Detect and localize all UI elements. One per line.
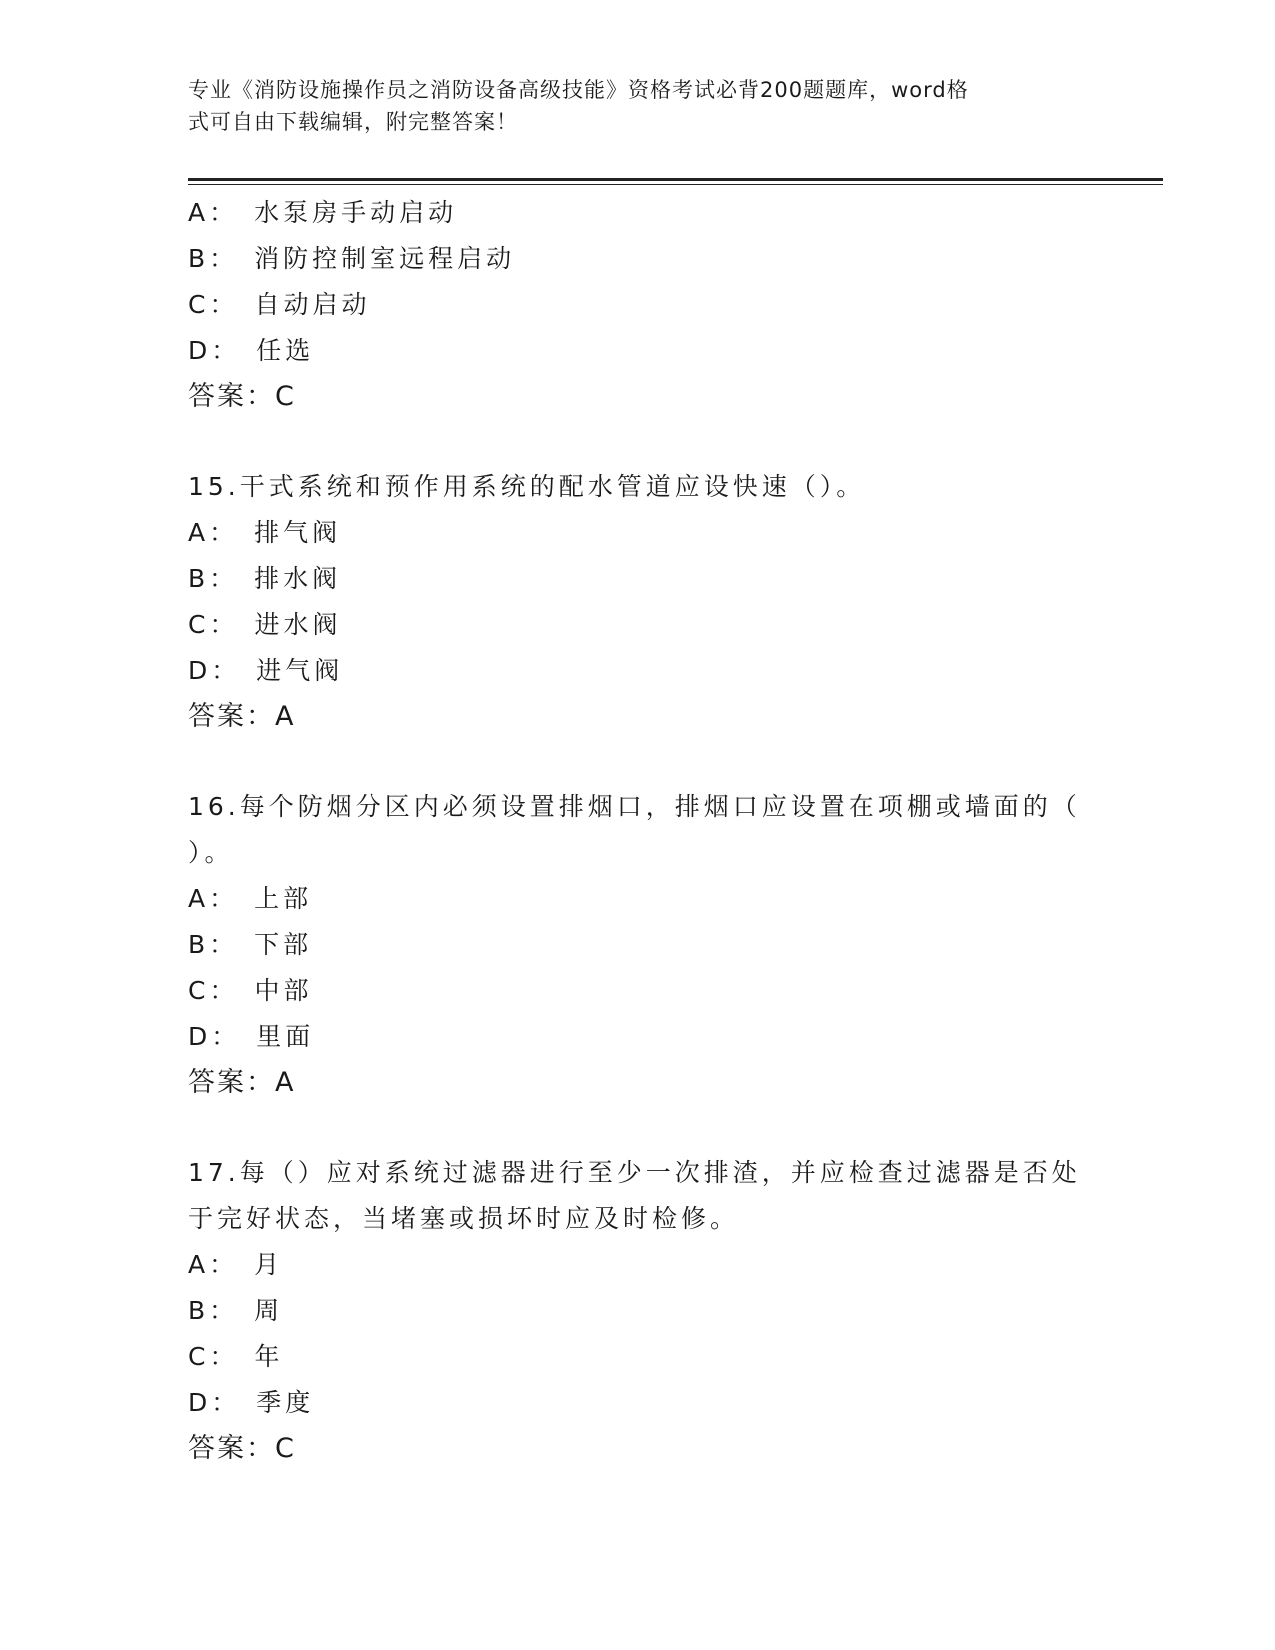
- option-d: [188, 328, 1088, 374]
- question-stem: 17.每（）应对系统过滤器进行至少一次排渣，并应检查过滤器是否处: [188, 1158, 1081, 1187]
- question-stem-continued: 于完好状态，当堵塞或损坏时应及时检修。: [188, 1204, 740, 1233]
- option-a: [188, 190, 1088, 236]
- option-letter: A：: [188, 518, 239, 547]
- option-a: [188, 510, 1088, 556]
- answer-line: 答案：C: [188, 381, 296, 412]
- option-text: 年: [254, 1342, 284, 1371]
- option-text: 月: [254, 1250, 284, 1279]
- question-list: [188, 190, 1088, 1472]
- option-text: 下部: [254, 930, 313, 959]
- option-letter: C：: [188, 610, 239, 639]
- option-d: [188, 1014, 1088, 1060]
- option-letter: A：: [188, 884, 239, 913]
- option-letter: A：: [188, 198, 239, 227]
- option-letter: B：: [188, 244, 239, 273]
- question-stem-continued: ）。: [188, 838, 234, 867]
- option-text: 里面: [256, 1022, 315, 1051]
- question-14: [188, 190, 1088, 420]
- header-divider-thick: [188, 178, 1163, 181]
- question-15: [188, 464, 1088, 740]
- option-letter: B：: [188, 564, 239, 593]
- option-letter: A：: [188, 1250, 239, 1279]
- option-text: 排水阀: [254, 564, 342, 593]
- option-b: [188, 922, 1088, 968]
- header-line-1: 专业《消防设施操作员之消防设备高级技能》资格考试必背200题题库，word格: [188, 78, 969, 102]
- option-c: [188, 1334, 1088, 1380]
- document-header: [188, 74, 1068, 138]
- spacer: [188, 420, 1088, 464]
- spacer: [188, 740, 1088, 784]
- option-text: 进水阀: [254, 610, 342, 639]
- option-b: [188, 556, 1088, 602]
- answer-line: 答案：A: [188, 1067, 296, 1098]
- option-c: [188, 968, 1088, 1014]
- question-stem: 16.每个防烟分区内必须设置排烟口，排烟口应设置在项棚或墙面的（: [188, 792, 1081, 821]
- option-letter: C：: [188, 1342, 239, 1371]
- option-text: 周: [254, 1296, 284, 1325]
- option-text: 上部: [254, 884, 313, 913]
- option-b: [188, 236, 1088, 282]
- option-text: 自动启动: [254, 290, 371, 319]
- answer-line: 答案：A: [188, 701, 296, 732]
- option-a: [188, 1242, 1088, 1288]
- spacer: [188, 1106, 1088, 1150]
- option-letter: D：: [188, 656, 241, 685]
- option-letter: D：: [188, 336, 241, 365]
- question-stem: 15.干式系统和预作用系统的配水管道应设快速（）。: [188, 472, 866, 501]
- option-text: 中部: [254, 976, 313, 1005]
- option-c: [188, 282, 1088, 328]
- option-c: [188, 602, 1088, 648]
- option-text: 任选: [256, 336, 315, 365]
- header-divider-thin: [188, 184, 1163, 185]
- option-d: [188, 648, 1088, 694]
- option-d: [188, 1380, 1088, 1426]
- question-16: [188, 784, 1088, 1106]
- question-17: [188, 1150, 1088, 1472]
- option-text: 水泵房手动启动: [254, 198, 458, 227]
- option-text: 排气阀: [254, 518, 342, 547]
- option-letter: B：: [188, 930, 239, 959]
- header-line-2: 式可自由下载编辑，附完整答案！: [188, 110, 518, 134]
- option-letter: D：: [188, 1022, 241, 1051]
- option-a: [188, 876, 1088, 922]
- option-letter: B：: [188, 1296, 239, 1325]
- option-b: [188, 1288, 1088, 1334]
- option-text: 进气阀: [256, 656, 344, 685]
- option-letter: C：: [188, 976, 239, 1005]
- answer-line: 答案：C: [188, 1433, 296, 1464]
- option-text: 季度: [256, 1388, 315, 1417]
- option-letter: D：: [188, 1388, 241, 1417]
- option-text: 消防控制室远程启动: [254, 244, 516, 273]
- option-letter: C：: [188, 290, 239, 319]
